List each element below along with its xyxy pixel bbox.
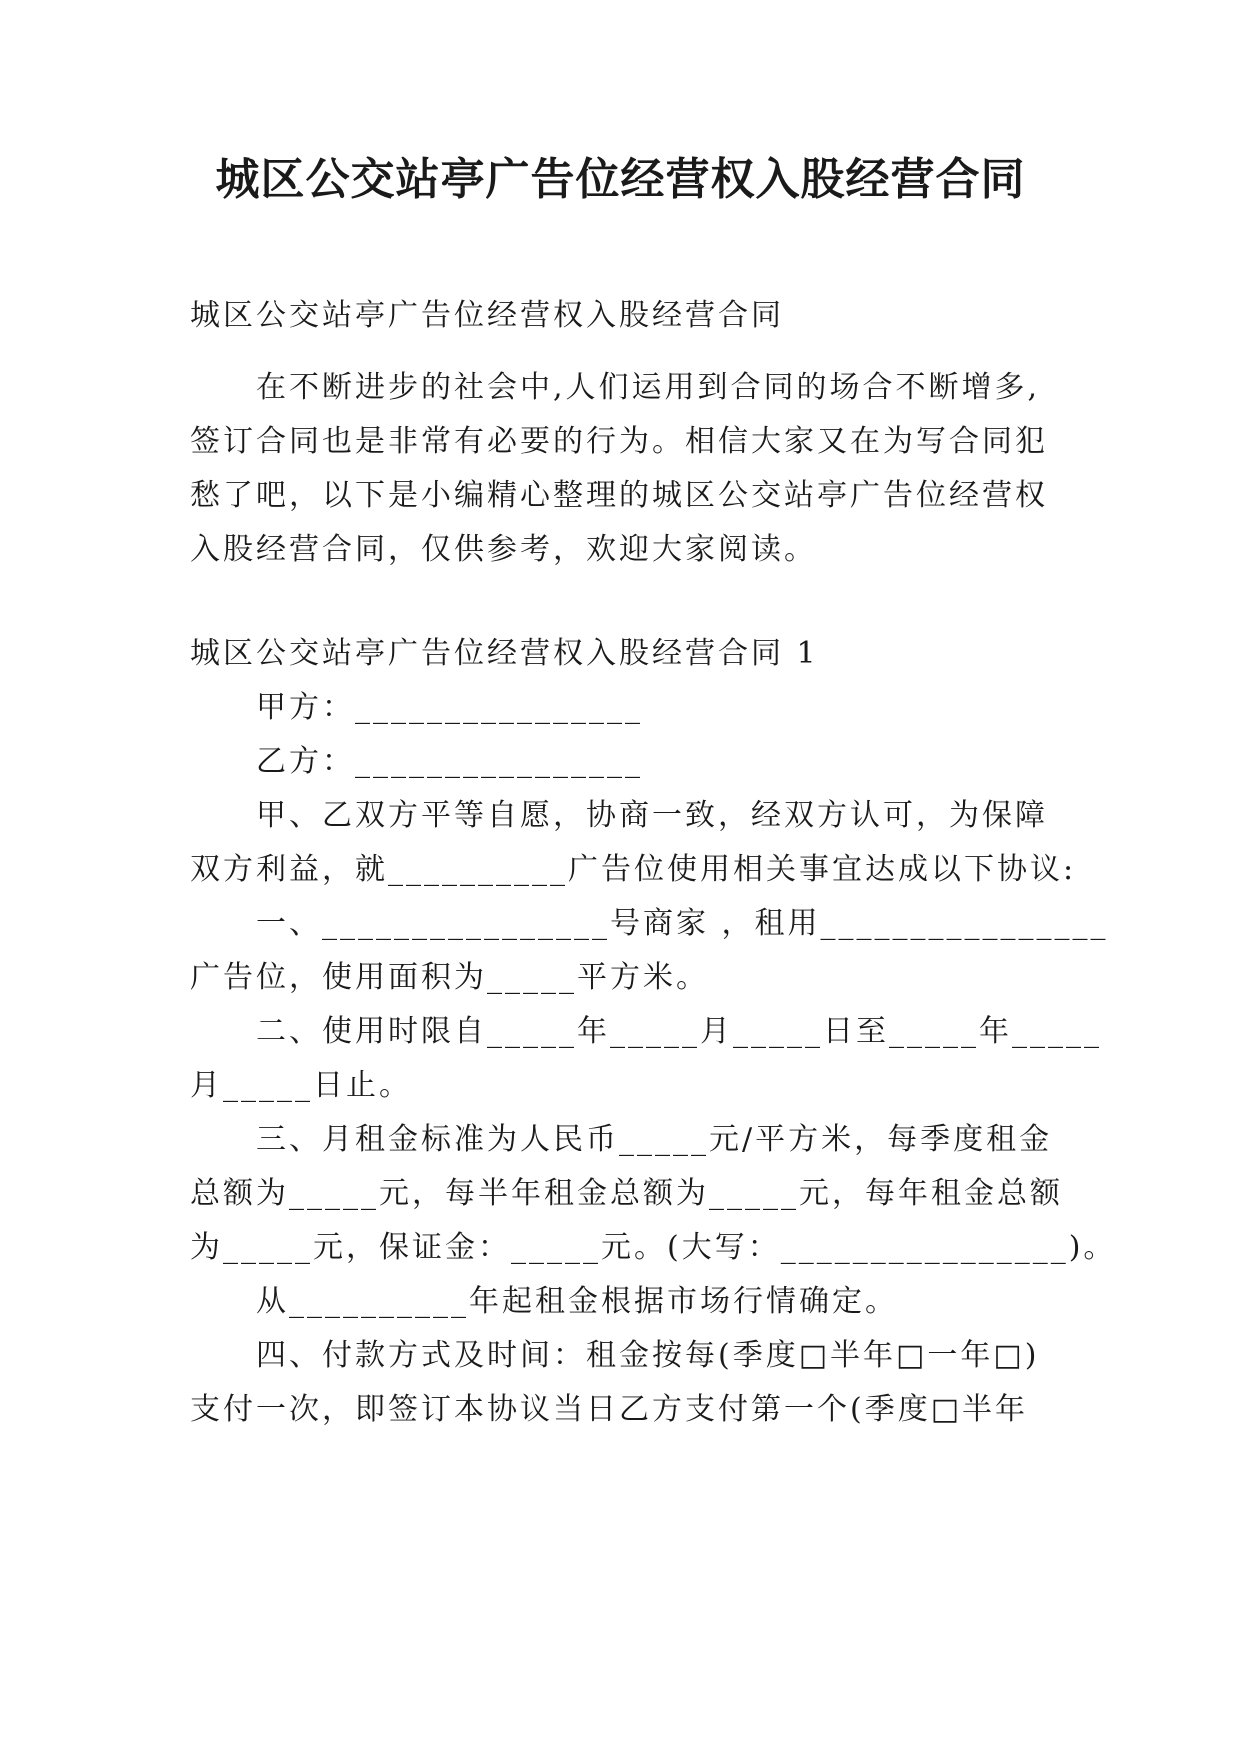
subtitle: 城区公交站亭广告位经营权入股经营合同 (190, 298, 784, 333)
clause-2-line: 月_____日止。 (190, 1068, 412, 1103)
clause-2-line: 二、使用时限自_____年_____月_____日至_____年_____ (256, 1014, 1102, 1049)
clause-1-line: 广告位，使用面积为_____平方米。 (190, 960, 709, 995)
intro-line: 签订合同也是非常有必要的行为。相信大家又在为写合同犯 (190, 424, 1048, 459)
clause-1-line: 一、________________号商家 ，租用________________ (256, 906, 1109, 941)
clause-3-line: 从__________年起租金根据市场行情确定。 (256, 1284, 898, 1319)
clause-3-line: 总额为_____元，每半年租金总额为_____元，每年租金总额 (190, 1176, 1063, 1211)
document-title: 城区公交站亭广告位经营权入股经营合同 (215, 154, 1026, 205)
clause-4-line: 四、付款方式及时间：租金按每(季度□半年□一年□) (256, 1338, 1040, 1373)
intro-line: 入股经营合同，仅供参考，欢迎大家阅读。 (190, 532, 817, 567)
body-line: 甲、乙双方平等自愿，协商一致，经双方认可，为保障 (256, 798, 1048, 833)
party-b-line: 乙方：________________ (256, 744, 643, 779)
clause-4-line: 支付一次，即签订本协议当日乙方支付第一个(季度□半年 (190, 1392, 1029, 1427)
party-a-line: 甲方：________________ (256, 690, 643, 725)
intro-line: 在不断进步的社会中,人们运用到合同的场合不断增多, (256, 370, 1041, 405)
clause-3-line: 三、月租金标准为人民币_____元/平方米，每季度租金 (256, 1122, 1053, 1157)
clause-3-line: 为_____元，保证金：_____元。(大写：________________)。 (190, 1230, 1117, 1265)
body-line: 双方利益，就__________广告位使用相关事宜达成以下协议: (190, 852, 1077, 887)
section-title: 城区公交站亭广告位经营权入股经营合同 1 (190, 636, 819, 671)
intro-line: 愁了吧，以下是小编精心整理的城区公交站亭广告位经营权 (190, 478, 1048, 513)
